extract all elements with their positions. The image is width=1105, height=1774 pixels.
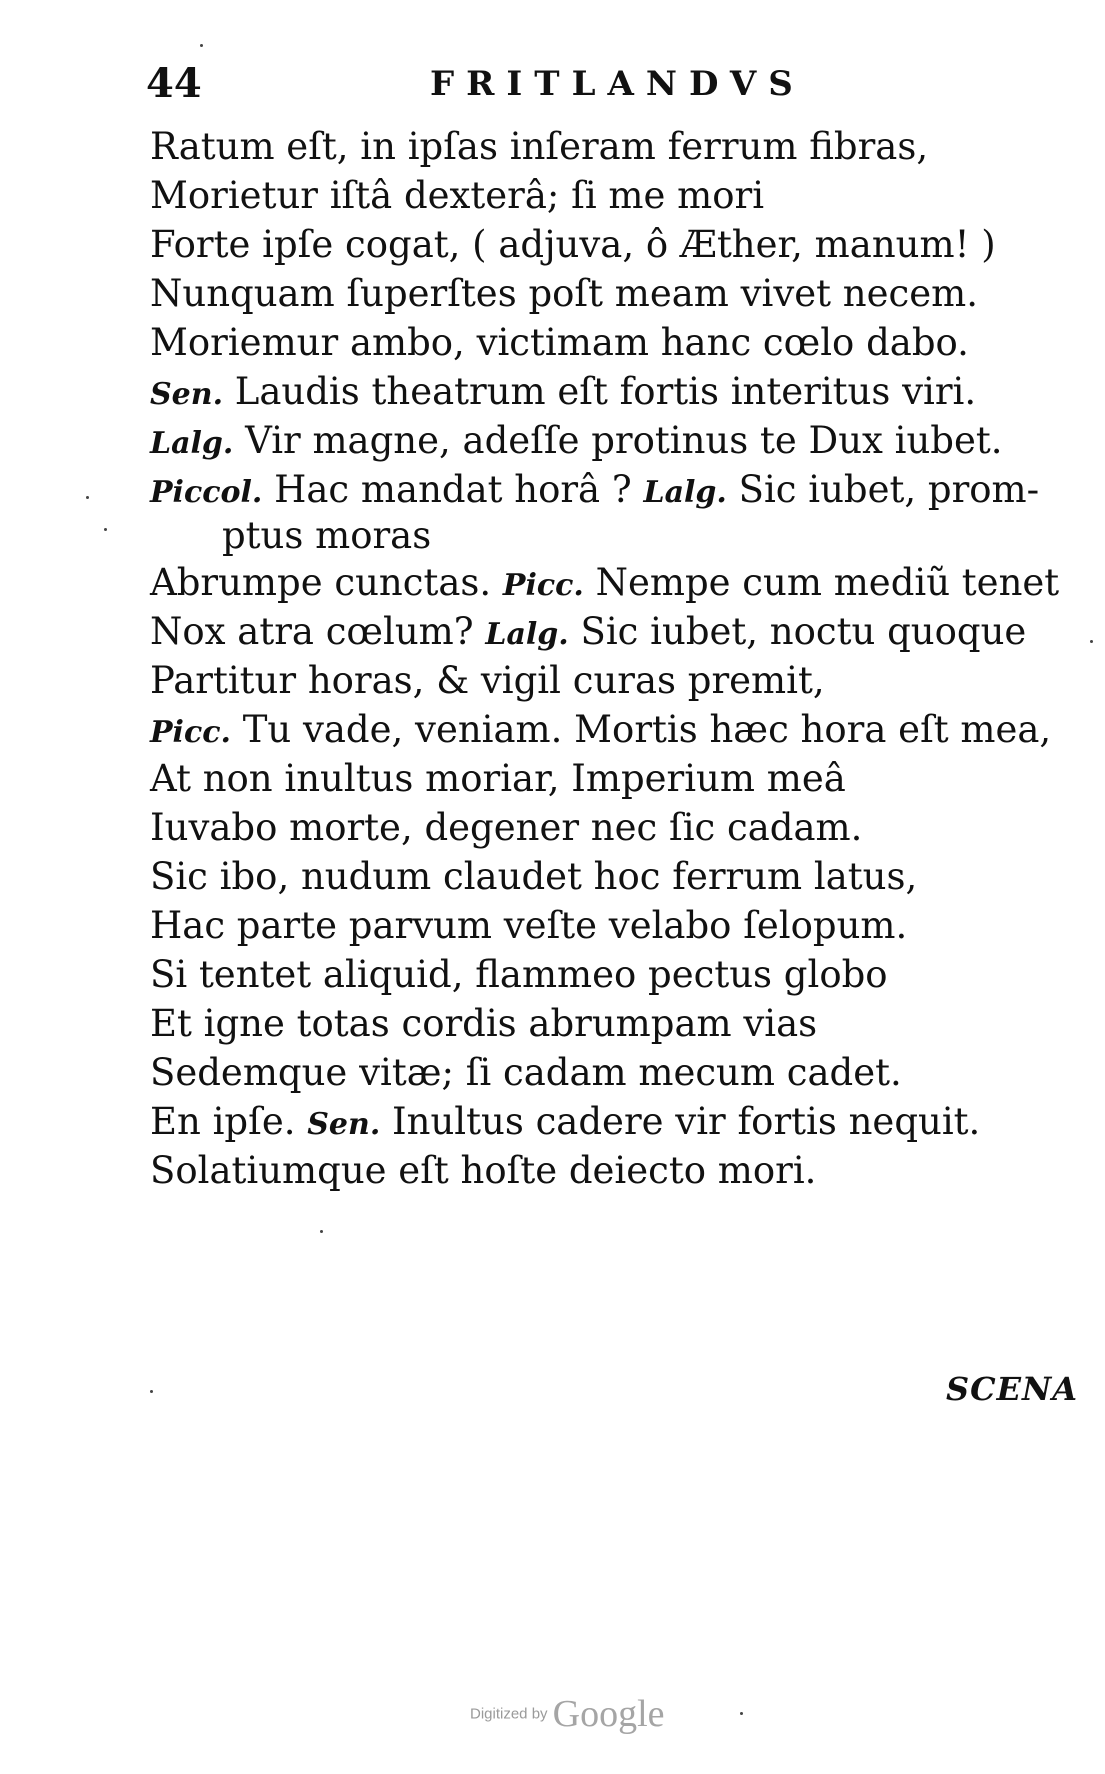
- verse-line: Et igne totas cordis abrumpam vias: [150, 1002, 818, 1045]
- catchword: SCENA: [946, 1370, 1079, 1408]
- verse-line: Sic ibo, nudum claudet hoc ferrum latus,: [150, 855, 918, 898]
- verse-line: Nunquam ſuperſtes poſt meam vivet necem.: [150, 272, 978, 315]
- verse-line: Moriemur ambo, victimam hanc cœlo dabo.: [150, 321, 969, 364]
- verse-line: Ratum eſt, in ipſas inſeram ferrum fibras,: [150, 125, 929, 168]
- running-title: FRITLANDVS: [430, 64, 805, 104]
- verse-line: Piccol. Hac mandat horâ ? Lalg. Sic iubet, prom-: [150, 468, 1040, 511]
- verse-line: En ipſe. Sen. Inultus cadere vir fortis nequit.: [150, 1100, 981, 1143]
- verse-line: Iuvabo morte, degener nec ſic cadam.: [150, 806, 863, 849]
- verse-line: Abrumpe cunctas. Picc. Nempe cum mediũ tenet: [150, 561, 1060, 604]
- speaker-label: Piccol.: [150, 475, 263, 510]
- scan-speck: [200, 44, 203, 47]
- verse-line: Si tentet aliquid, flammeo pectus globo: [150, 953, 888, 996]
- speaker-label: Picc.: [150, 715, 231, 750]
- verse-line: Solatiumque eſt hoſte deiecto mori.: [150, 1149, 817, 1192]
- digitized-watermark: [470, 1692, 665, 1736]
- scan-speck: [86, 496, 89, 499]
- google-logo: Google: [552, 1693, 665, 1735]
- verse-line: Sedemque vitæ; ſi cadam mecum cadet.: [150, 1051, 902, 1094]
- verse-line: At non inultus moriar, Imperium meâ: [150, 757, 846, 800]
- speaker-label: Lalg.: [485, 617, 569, 652]
- scan-speck: [104, 528, 107, 531]
- verse-block: [150, 122, 1070, 1195]
- verse-line: Forte ipſe cogat, ( adjuva, ô Æther, manum! ): [150, 223, 996, 266]
- speaker-label: Lalg.: [150, 426, 234, 461]
- scan-speck: [320, 1230, 323, 1233]
- verse-line: Hac parte parvum veſte velabo ſelopum.: [150, 904, 908, 947]
- scan-speck: [740, 1712, 743, 1715]
- verse-line: Nox atra cœlum? Lalg. Sic iubet, noctu quoque: [150, 610, 1027, 653]
- speaker-label: Sen.: [150, 377, 224, 412]
- verse-line-continuation: ptus moras: [222, 514, 432, 557]
- page-number: 44: [146, 60, 202, 107]
- speaker-label: Sen.: [307, 1107, 381, 1142]
- verse-line: Morietur iſtâ dexterâ; ſi me mori: [150, 174, 765, 217]
- verse-line: Lalg. Vir magne, adeſſe protinus te Dux iubet.: [150, 419, 1003, 462]
- verse-line: Picc. Tu vade, veniam. Mortis hæc hora eſt mea,: [150, 708, 1052, 751]
- watermark-text: Digitized by: [470, 1705, 548, 1723]
- scan-speck: [150, 1390, 153, 1393]
- verse-line: Sen. Laudis theatrum eſt fortis interitus viri.: [150, 370, 977, 413]
- speaker-label: Picc.: [502, 568, 584, 603]
- verse-line: Partitur horas, & vigil curas premit,: [150, 659, 825, 702]
- scan-speck: [1090, 640, 1093, 643]
- speaker-label: Lalg.: [643, 475, 727, 510]
